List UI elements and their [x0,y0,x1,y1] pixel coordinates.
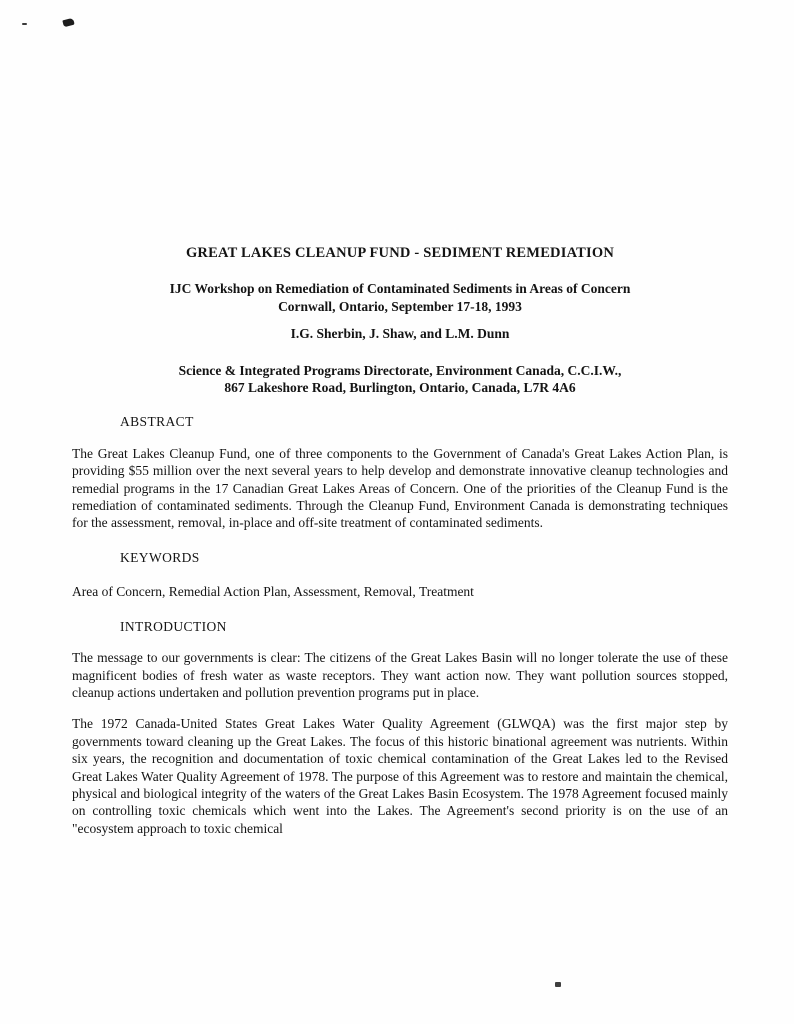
abstract-paragraph: The Great Lakes Cleanup Fund, one of three components to the Government of Canada's Great Lakes Action Plan, is providing $55 million over the next several years to help develop and demonstrate innovative cleanup technologies and remedial programs in the 17 Canadian Great Lakes Areas of Concern. One of the priorities of the Cleanup Fund is the remediation of contaminated sediments. Through the Cleanup Fund, Environment Canada is demonstrating techniques for the assessment, removal, in-place and off-site treatment of contaminated sediments. [72,445,728,531]
affiliation-block [72,362,728,397]
introduction-paragraph-1: The message to our governments is clear: The citizens of the Great Lakes Basin will no longer tolerate the use of these magnificent bodies of fresh water as waste receptors. They want action now. They want pollution sources stopped, cleanup actions undertaken and pollution prevention programs put in place. [72,650,728,700]
keywords-list: Area of Concern, Remedial Action Plan, Assessment, Removal, Treatment [72,584,474,600]
scan-artifact-dash [22,23,27,25]
scan-artifact-dot [555,982,561,987]
workshop-block [72,280,728,315]
document-content [72,0,728,837]
authors-line: I.G. Sherbin, J. Shaw, and L.M. Dunn [290,326,510,342]
abstract-heading: ABSTRACT [120,414,194,430]
document-title: GREAT LAKES CLEANUP FUND - SEDIMENT REMEDIATION [185,245,615,261]
affiliation-line-2: 867 Lakeshore Road, Burlington, Ontario, Canada, L7R 4A6 [224,380,576,396]
workshop-line-1: IJC Workshop on Remediation of Contaminated Sediments in Areas of Concern [169,281,631,297]
introduction-paragraph-2: The 1972 Canada-United States Great Lakes Water Quality Agreement (GLWQA) was the first major step by governments toward cleaning up the Great Lakes. The focus of this historic binational agreement was nutrients. Within six years, the recognition and documentation of toxic chemical contamination of the Great Lakes led to the Revised Great Lakes Water Quality Agreement of 1978. The purpose of this Agreement was to restore and maintain the chemical, physical and biological integrity of the waters of the Great Lakes Basin Ecosystem. The 1978 Agreement focused mainly on controlling toxic chemicals which went into the Lakes. The Agreement's second priority is on the use of an "ecosystem approach to toxic chemical [72,716,728,836]
introduction-heading: INTRODUCTION [120,618,227,634]
workshop-line-2: Cornwall, Ontario, September 17-18, 1993 [278,298,522,314]
keywords-heading: KEYWORDS [120,549,200,565]
affiliation-line-1: Science & Integrated Programs Directorate, Environment Canada, C.C.I.W., [178,362,622,378]
